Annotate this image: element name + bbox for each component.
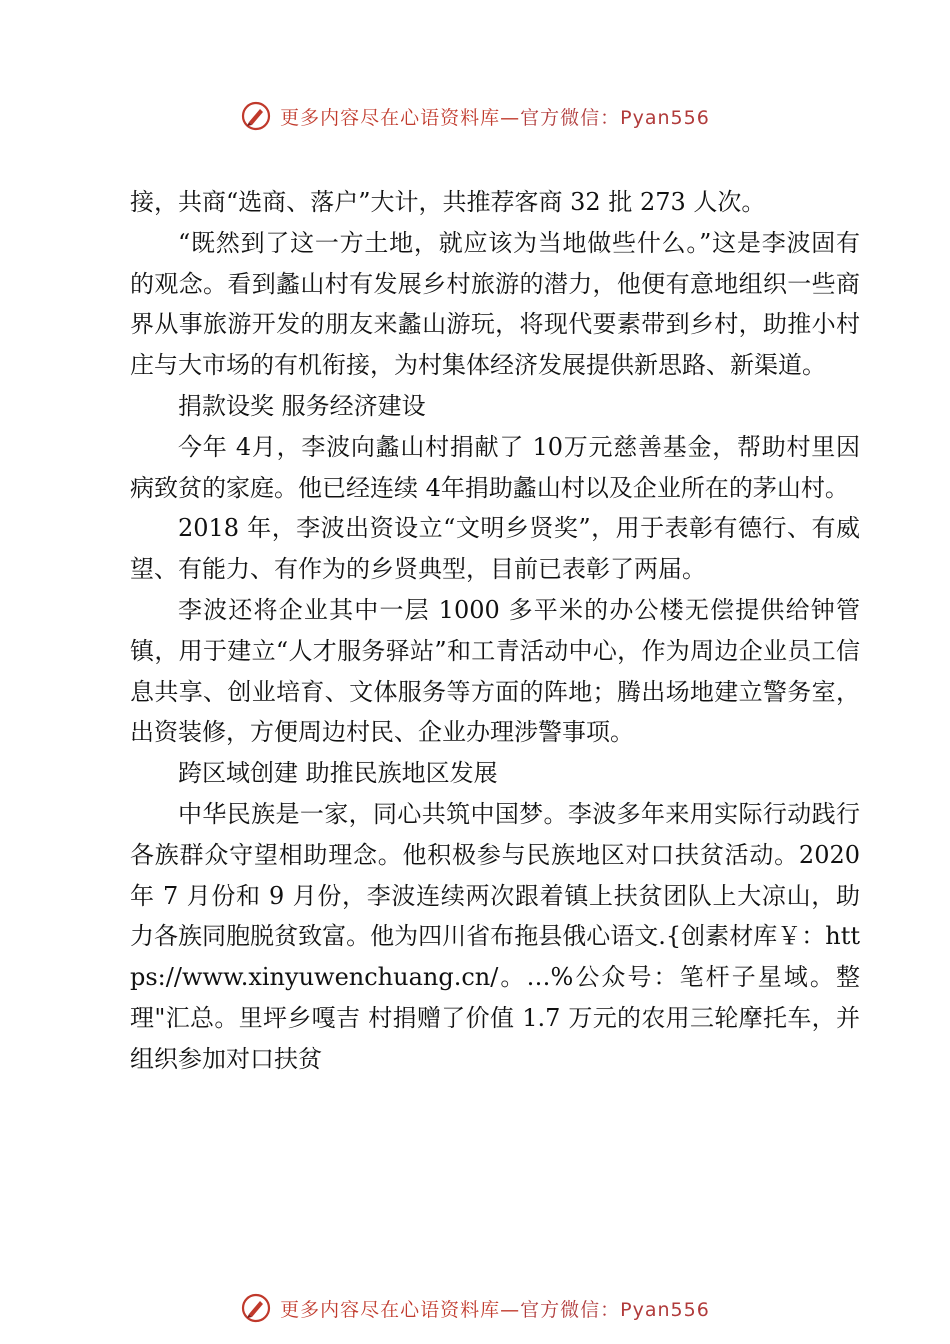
banner-separator: — xyxy=(500,1298,521,1321)
banner-text xyxy=(280,1295,710,1322)
paragraph: 今年 4月，李波向蠡山村捐献了 10万元慈善基金，帮助村里因病致贫的家庭。他已经连续 4年捐助蠡山村以及企业所在的茅山村。 xyxy=(130,432,860,502)
paragraph: 2018 年，李波出资设立“文明乡贤奖”，用于表彰有德行、有威望、有能力、有作为的乡贤典型，目前已表彰了两届。 xyxy=(130,514,860,584)
banner-title: 更多内容尽在心语资料库 xyxy=(280,1298,501,1321)
section-heading: 捐款设奖 服务经济建设 xyxy=(178,391,426,420)
banner-wechat: 官方微信：Pyan556 xyxy=(520,106,710,129)
document-body xyxy=(130,182,860,1080)
banner-title: 更多内容尽在心语资料库 xyxy=(280,106,501,129)
paragraph: 中华民族是一家，同心共筑中国梦。李波多年来用实际行动践行各族群众守望相助理念。他积极参与民族地区对口扶贫活动。2020 年 7 月份和 9 月份，李波连续两次跟着镇上扶贫团队上大凉山，助力各族同胞脱贫致富。他为四川省布拖县俄心语文.{创素材库￥：https://www.xinyuwenchuang.cn/。…%公众号：笔杆子星域。整理"汇总。里坪乡嘎吉 村捐赠了价值 1.7 万元的农用三轮摩托车，并组织参加对口扶贫 xyxy=(130,799,860,1073)
footer-banner xyxy=(0,1288,950,1328)
pen-logo-icon xyxy=(240,1292,272,1324)
header-banner xyxy=(0,96,950,136)
paragraph: “既然到了这一方土地，就应该为当地做些什么。”这是李波固有的观念。看到蠡山村有发展乡村旅游的潜力，他便有意地组织一些商界从事旅游开发的朋友来蠡山游玩，将现代要素带到乡村，助推小村庄与大市场的有机衔接，为村集体经济发展提供新思路、新渠道。 xyxy=(130,228,860,380)
section-heading: 跨区域创建 助推民族地区发展 xyxy=(178,759,498,788)
paragraph: 李波还将企业其中一层 1000 多平米的办公楼无偿提供给钟管镇，用于建立“人才服务驿站”和工青活动中心，作为周边企业员工信息共享、创业培育、文体服务等方面的阵地；腾出场地建立警务室，出资装修，方便周边村民、企业办理涉警事项。 xyxy=(130,595,860,747)
paragraph: 接，共商“选商、落户”大计，共推荐客商 32 批 273 人次。 xyxy=(130,188,766,216)
banner-wechat: 官方微信：Pyan556 xyxy=(520,1298,710,1321)
pen-logo-icon xyxy=(240,100,272,132)
banner-separator: — xyxy=(500,106,521,129)
banner-text xyxy=(280,103,710,130)
